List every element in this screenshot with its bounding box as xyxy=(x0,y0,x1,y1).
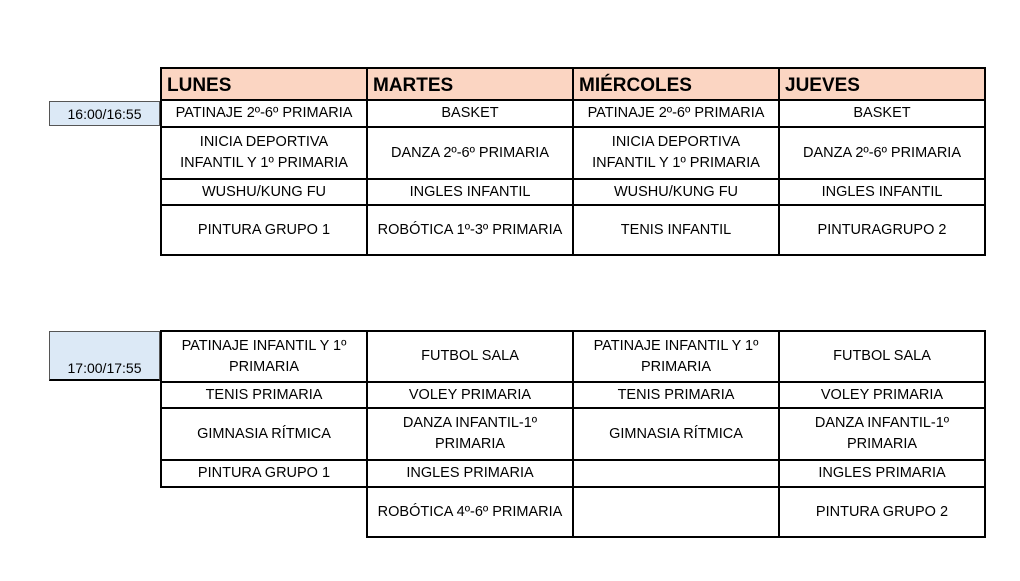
schedule-cell: DANZA 2º-6º PRIMARIA xyxy=(802,144,962,161)
grid-line xyxy=(572,67,574,101)
schedule-cell: INGLES INFANTIL xyxy=(409,183,531,200)
schedule-cell: PINTURA GRUPO 2 xyxy=(815,503,949,520)
schedule-cell: INGLES INFANTIL xyxy=(821,183,943,200)
schedule-cell: PINTURAGRUPO 2 xyxy=(817,221,947,238)
grid-line xyxy=(984,67,986,101)
grid-line xyxy=(366,67,368,101)
schedule-cell: PATINAJE INFANTIL Y 1º PRIMARIA xyxy=(593,337,759,375)
schedule-cell: INICIA DEPORTIVA INFANTIL Y 1º PRIMARIA xyxy=(180,134,348,171)
grid-line xyxy=(984,330,986,538)
schedule-cell: INGLES PRIMARIA xyxy=(818,465,946,481)
schedule-cell: PINTURA GRUPO 1 xyxy=(197,221,331,238)
time-slot: 16:00/16:55 xyxy=(49,101,160,126)
schedule-cell: TENIS INFANTIL xyxy=(620,221,732,238)
schedule-cell: PATINAJE INFANTIL Y 1º PRIMARIA xyxy=(181,337,347,375)
grid-line xyxy=(366,536,986,538)
schedule-cell: VOLEY PRIMARIA xyxy=(408,386,532,403)
schedule-cell: TENIS PRIMARIA xyxy=(617,386,735,403)
day-header: MIÉRCOLES xyxy=(574,69,778,99)
schedule-cell: GIMNASIA RÍTMICA xyxy=(609,425,743,442)
schedule-cell: BASKET xyxy=(441,105,499,121)
schedule-cell: INICIA DEPORTIVA INFANTIL Y 1º PRIMARIA xyxy=(592,134,760,171)
schedule-cell: PATINAJE 2º-6º PRIMARIA xyxy=(587,105,765,121)
schedule-cell: BASKET xyxy=(853,105,911,121)
time-slot: 17:00/17:55 xyxy=(49,331,160,381)
grid-line xyxy=(778,67,780,101)
schedule-cell: FUTBOL SALA xyxy=(833,348,931,364)
schedule-cell: VOLEY PRIMARIA xyxy=(820,386,944,403)
schedule-cell: INGLES PRIMARIA xyxy=(406,465,534,481)
schedule-cell: WUSHU/KUNG FU xyxy=(201,183,327,200)
schedule-cell: PINTURA GRUPO 1 xyxy=(197,465,331,481)
schedule-cell: FUTBOL SALA xyxy=(421,348,519,364)
day-header: LUNES xyxy=(162,69,366,99)
schedule-cell: ROBÓTICA 4º-6º PRIMARIA xyxy=(377,503,563,520)
grid-line xyxy=(160,67,162,101)
schedule-cell: WUSHU/KUNG FU xyxy=(613,183,739,200)
grid-line xyxy=(984,99,986,256)
schedule-cell: ROBÓTICA 1º-3º PRIMARIA xyxy=(377,221,563,238)
schedule-cell: TENIS PRIMARIA xyxy=(205,386,323,403)
day-header: JUEVES xyxy=(780,69,984,99)
schedule-cell: GIMNASIA RÍTMICA xyxy=(197,425,331,442)
schedule-cell: DANZA INFANTIL-1º PRIMARIA xyxy=(402,415,538,452)
schedule-cell: DANZA 2º-6º PRIMARIA xyxy=(390,144,550,161)
schedule-cell: PATINAJE 2º-6º PRIMARIA xyxy=(175,105,353,121)
schedule-cell: DANZA INFANTIL-1º PRIMARIA xyxy=(814,415,950,452)
day-header: MARTES xyxy=(368,69,572,99)
